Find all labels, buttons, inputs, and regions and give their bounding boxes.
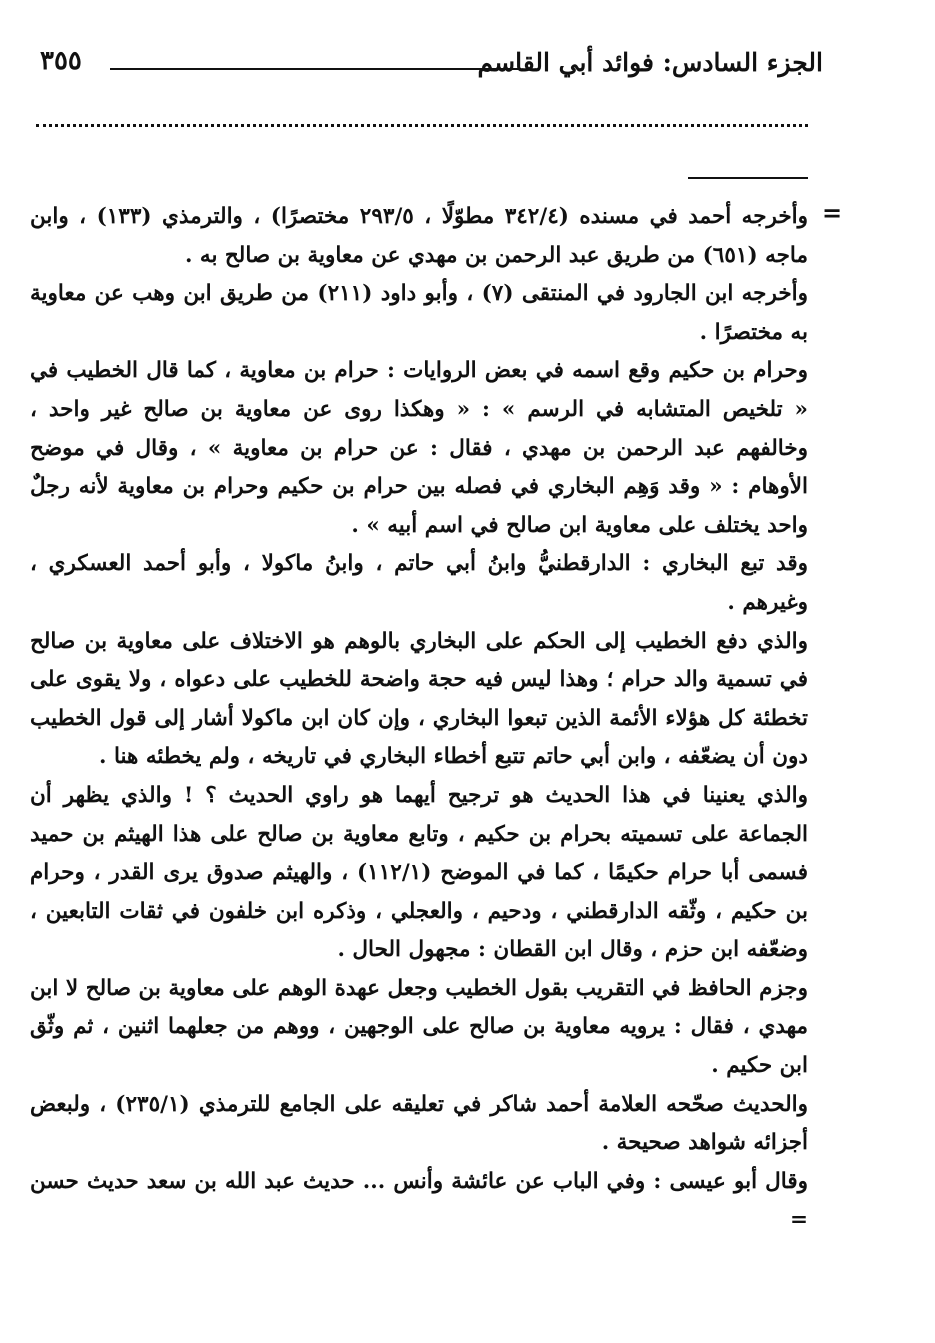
dotted-separator (36, 124, 808, 127)
continuation-mark: = (822, 198, 843, 227)
paragraph-hafiz: وجزم الحافظ في التقريب بقول الخطيب وجعل عهدة الوهم على معاوية بن صالح لا ابن مهدي ، فقال : يرويه معاوية بن صالح على الوجهين ، ووهم من جعلهما اثنين ، ثم وثّق ابن حكيم . (30, 975, 808, 1079)
paragraph-takhrij-ahmad: وأخرجه أحمد في مسنده (٣٤٢/٤ مطوّلًا ، ٢٩٣/٥ مختصرًا) ، والترمذي (١٣٣) ، وابن ماجه (٦٥١) من طريق عبد الرحمن بن مهدي عن معاوية بن صالح به . (30, 204, 809, 268)
paragraph-tarjih: والذي يعنينا في هذا الحديث هو ترجيح أيهما هو راوي الحديث ؟ ! والذي يظهر أن الجماعة على تسميته بحرام بن حكيم ، وتابع معاوية بن صالح على هذا الهيثم بن حميد فسمى أبا حرام حكيمًا ، كما في الموضح (١١٢/١) ، والهيثم صدوق يرى القدر ، وحرام بن حكيم ، وثّقه الدارقطني ، ودحيم ، والعجلي ، وذكره ابن خلفون في ثقات التابعين ، وضعّفه ابن حزم ، وقال ابن القطان : مجهول الحال . (30, 782, 808, 963)
header-rule (110, 68, 520, 70)
running-title: الجزء السادس: فوائد أبي القاسم (477, 48, 823, 77)
paragraph-abu-isa: وقال أبو عيسى : وفي الباب عن عائشة وأنس ... حديث عبد الله بن سعد حديث حسن = (30, 1168, 808, 1233)
paragraph-khatib-claim: والذي دفع الخطيب إلى الحكم على البخاري بالوهم هو الاختلاف على معاوية بن صالح في تسمية والد حرام ؛ وهذا ليس فيه حجة واضحة للخطيب على دعواه ، ولا يقوى على تخطئة كل هؤلاء الأئمة الذين تبعوا البخاري ، وإن كان ابن ماكولا أشار إلى قول الخطيب دون أن يضعّفه ، وابن أبي حاتم تتبع أخطاء البخاري في تاريخه ، ولم يخطئه هنا . (30, 628, 808, 770)
footnote-rule (688, 177, 808, 179)
footnote-body (30, 198, 808, 1240)
page-number: ٣٥٥ (40, 46, 82, 76)
paragraph-haram-name: وحرام بن حكيم وقع اسمه في بعض الروايات : حرام بن معاوية ، كما قال الخطيب في « تلخيص المتشابه في الرسم » : « وهكذا روى عن معاوية بن صالح غير واحد ، وخالفهم عبد الرحمن بن مهدي ، فقال : عن حرام بن معاوية » ، وقال في موضح الأوهام : « وقد وَهِم البخاري في فصله بين حرام بن حكيم وحرام بن معاوية لأنه رجلٌ واحد يختلف على معاوية ابن صالح في اسم أبيه » . (30, 358, 808, 538)
paragraph-takhrij-jarud: وأخرجه ابن الجارود في المنتقى (٧) ، وأبو داود (٢١١) من طريق ابن وهب عن معاوية به مختصرًا . (30, 281, 808, 345)
paragraph-followers: وقد تبع البخاري : الدارقطنيُّ وابنُ أبي حاتم ، وابنُ ماكولا ، وأبو أحمد العسكري ، وغيرهم . (30, 551, 808, 615)
paragraph-shakir: والحديث صحّحه العلامة أحمد شاكر في تعليقه على الجامع للترمذي (٢٣٥/١) ، ولبعض أجزائه شواهد صحيحة . (30, 1091, 808, 1156)
